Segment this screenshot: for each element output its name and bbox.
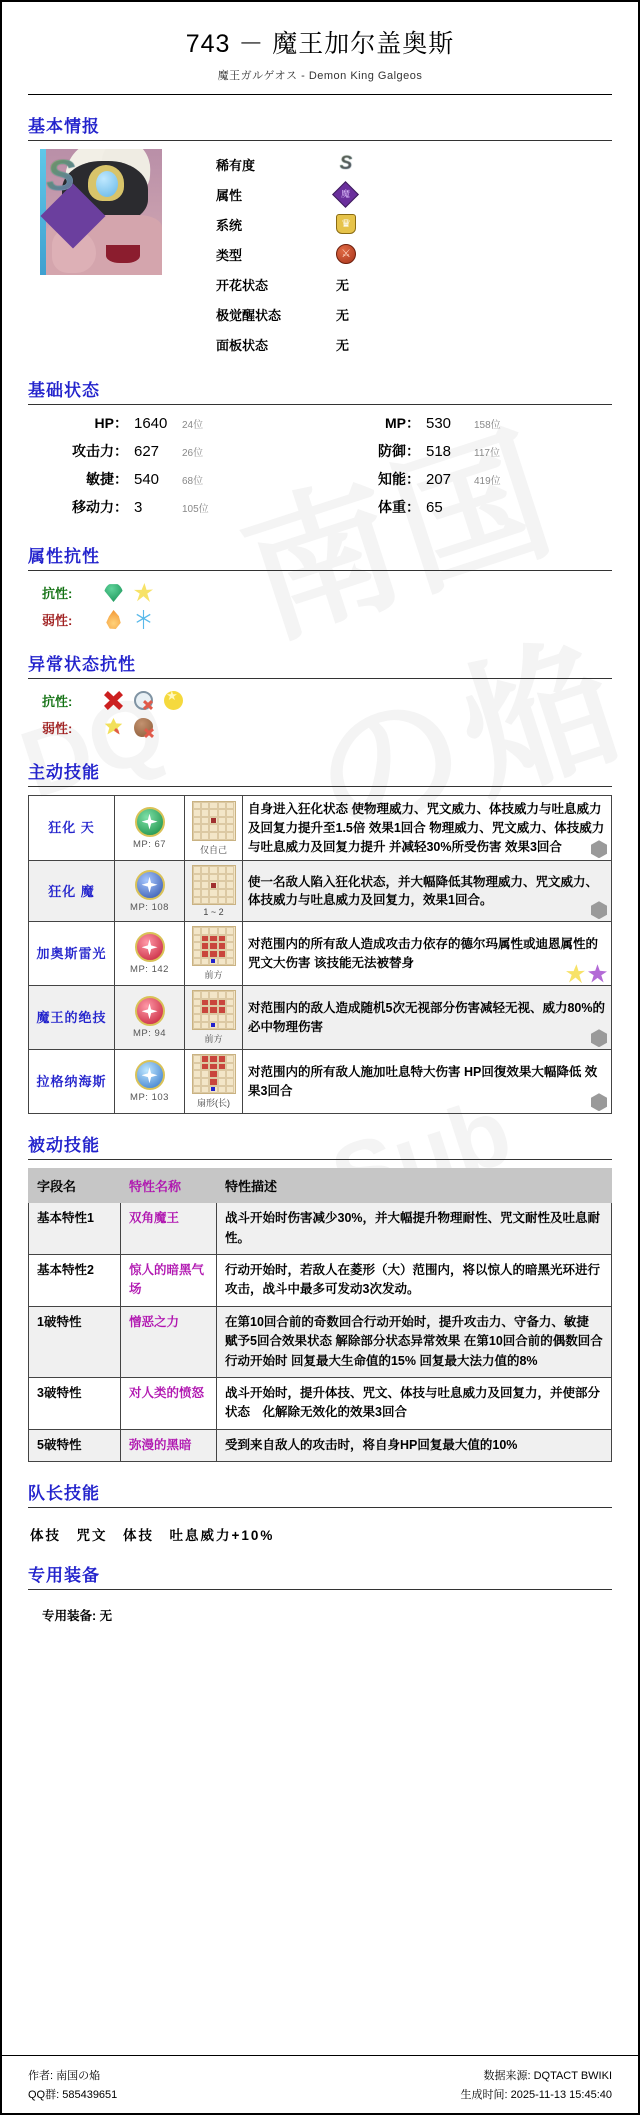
skill-desc-cell-3 xyxy=(243,922,612,986)
stat-name-intelligence: 知能 xyxy=(378,471,406,487)
passive-desc-1: 战斗开始时伤害减少30%，并大幅提升物理耐性、咒文耐性及吐息耐性。 xyxy=(217,1203,612,1255)
section-heading-leader-skill: 队长技能 xyxy=(28,1484,100,1503)
stat-rank-movement: 105位 xyxy=(182,504,209,515)
skill-icon-cell-4 xyxy=(115,986,185,1050)
table-row[interactable] xyxy=(29,986,612,1050)
status-weak-icons xyxy=(104,718,153,737)
info-item-rarity xyxy=(216,149,612,179)
passive-desc-4: 战斗开始时，提升体技、咒文、体技与吐息威力及回复力，并使部分状态 化解除无效化的效果3回合 xyxy=(217,1377,612,1429)
light-icon xyxy=(566,964,585,983)
passive-header-row xyxy=(29,1169,612,1203)
range-grid-icon-5 xyxy=(192,1054,236,1094)
skill-range-cell-1 xyxy=(185,796,243,861)
dark-icon xyxy=(588,964,607,983)
skill-range-cell-2 xyxy=(185,861,243,922)
sleep-icon xyxy=(134,691,153,710)
system-crown-badge-icon: ♛ xyxy=(336,214,356,234)
status-resist-icons xyxy=(104,691,183,710)
skill-mp-5: MP: 103 xyxy=(130,1092,169,1104)
skill-range-label-1: 仅自己 xyxy=(199,844,227,855)
passive-desc-5: 受到来自敌人的攻击时，将自身HP回复最大值的10% xyxy=(217,1429,612,1461)
passive-name-2: 惊人的暗黑气场 xyxy=(121,1255,217,1307)
info-value-bloom: 无 xyxy=(336,277,350,293)
range-grid-icon-1 xyxy=(192,801,236,841)
range-grid-icon-4 xyxy=(192,990,236,1030)
passive-field-3: 1破特性 xyxy=(29,1306,121,1377)
info-label-element: 属性 xyxy=(216,187,243,203)
skill-mp-4: MP: 94 xyxy=(132,1028,167,1040)
skill-element-markers-3 xyxy=(566,964,607,983)
stat-row-mp: MP ： 530 158位 xyxy=(320,413,612,441)
section-heading-basic-info: 基本情报 xyxy=(28,117,100,136)
info-label-type: 类型 xyxy=(216,247,243,263)
stat-row-intelligence: 知能 ： 207 419位 xyxy=(320,469,612,497)
footer-left xyxy=(28,2064,117,2105)
info-label-awakening: 极觉醒状态 xyxy=(216,307,282,323)
stat-name-hp: HP xyxy=(94,415,114,431)
footer-data-source: 数据来源: DQTACT BWIKI xyxy=(483,2070,612,2082)
section-rule-status-res xyxy=(28,678,612,679)
section-rule-passive-skills xyxy=(28,1159,612,1160)
passive-field-2: 基本特性2 xyxy=(29,1255,121,1307)
status-resist-row xyxy=(28,687,612,714)
skill-name-2: 狂化 魔 xyxy=(29,861,115,922)
confuse-icon xyxy=(164,691,183,710)
section-rule-element-res xyxy=(28,570,612,571)
stat-name-agility: 敏捷 xyxy=(86,471,114,487)
stat-rank-agility: 68位 xyxy=(182,476,204,487)
footer-author: 作者: 南国の焔 xyxy=(28,2070,101,2082)
section-heading-passive-skills: 被动技能 xyxy=(28,1136,100,1156)
stat-name-attack: 攻击力 xyxy=(72,443,114,459)
passive-field-4: 3破特性 xyxy=(29,1377,121,1429)
table-row[interactable] xyxy=(29,1255,612,1307)
stat-value-agility: 540 xyxy=(134,471,160,488)
stat-row-attack: 攻击力 ： 627 26位 xyxy=(28,441,320,469)
skill-mp-2: MP: 108 xyxy=(130,901,169,913)
stat-row-hp: HP ： 1640 24位 xyxy=(28,413,320,441)
skill-desc-3: 对范围内的所有敌人造成攻击力依存的德尔玛属性或迪恩属性的咒文大伤害 该技能无法被替身 xyxy=(248,937,599,970)
skill-icon-cell-5 xyxy=(115,1050,185,1114)
hexagon-marker-icon-5 xyxy=(591,1093,607,1111)
stat-row-agility: 敏捷 ： 540 68位 xyxy=(28,469,320,497)
footer-right xyxy=(461,2064,612,2105)
passive-field-1: 基本特性1 xyxy=(29,1203,121,1255)
element-weak-icons xyxy=(104,610,153,629)
skill-orb-icon-2 xyxy=(135,870,165,900)
passive-name-3: 憎恶之力 xyxy=(121,1306,217,1377)
stat-name-mp: MP xyxy=(385,415,406,431)
passive-field-5: 5破特性 xyxy=(29,1429,121,1461)
range-grid-icon-2 xyxy=(192,865,236,905)
table-row[interactable] xyxy=(29,1050,612,1114)
header-divider xyxy=(28,94,612,95)
stat-rank-hp: 24位 xyxy=(182,420,204,431)
character-portrait: S xyxy=(40,149,162,275)
skill-range-cell-3 xyxy=(185,922,243,986)
leader-skill-text: 体技 咒文 体技 吐息威力+10% xyxy=(30,1528,275,1543)
element-weak-row xyxy=(28,606,612,633)
table-row[interactable] xyxy=(29,796,612,861)
info-label-panel: 面板状态 xyxy=(216,337,269,353)
skill-desc-cell-1 xyxy=(243,796,612,861)
skill-orb-icon-1 xyxy=(135,807,165,837)
stat-rank-mp: 158位 xyxy=(474,420,501,431)
info-item-element xyxy=(216,179,612,209)
info-value-awakening: 无 xyxy=(336,307,350,323)
skill-mp-3: MP: 142 xyxy=(130,964,169,976)
active-skills-table xyxy=(28,795,612,1114)
stat-row-weight: 体重 ： 65 xyxy=(320,497,612,525)
range-grid-icon-3 xyxy=(192,926,236,966)
page-footer xyxy=(2,2055,638,2113)
table-row[interactable] xyxy=(29,1306,612,1377)
skill-range-label-4: 前方 xyxy=(204,1034,223,1045)
stat-value-defense: 518 xyxy=(426,443,452,460)
stat-name-movement: 移动力 xyxy=(72,499,114,515)
passive-desc-3: 在第10回合前的奇数回合行动开始时，提升攻击力、守备力、敏捷 赋予5回合效果状态 解除部分状态异常效果 在第10回合前的偶数回合行动开始时 回复最大生命值的15% 回复最大法力值的8% xyxy=(217,1306,612,1377)
skill-icon-cell-1 xyxy=(115,796,185,861)
stat-row-movement: 移动力 ： 3 105位 xyxy=(28,497,320,525)
skill-name-5: 拉格纳海斯 xyxy=(29,1050,115,1114)
basic-info-list xyxy=(216,149,612,359)
footer-qq-group: QQ群: 585439651 xyxy=(28,2089,118,2101)
hexagon-marker-icon-1 xyxy=(591,840,607,858)
info-item-panel xyxy=(216,329,612,359)
page-title: 743 － 魔王加尔盖奥斯 xyxy=(185,30,455,58)
passive-name-5: 弥漫的黑暗 xyxy=(121,1429,217,1461)
stat-value-intelligence: 207 xyxy=(426,471,452,488)
skill-range-label-5: 扇形(长) xyxy=(197,1098,230,1109)
death-icon xyxy=(104,691,123,710)
info-label-bloom: 开花状态 xyxy=(216,277,269,293)
section-heading-status-res: 异常状态抗性 xyxy=(28,655,136,674)
section-heading-element-res: 属性抗性 xyxy=(28,547,100,566)
skill-icon-cell-3 xyxy=(115,922,185,986)
base-stats-grid xyxy=(28,413,612,525)
info-item-bloom xyxy=(216,269,612,299)
hexagon-marker-icon-4 xyxy=(591,1029,607,1047)
skill-desc-4: 对范围内的敌人造成随机5次无视部分伤害减轻无视、威力80%的必中物理伤害 xyxy=(248,1001,605,1034)
seal-icon xyxy=(104,718,123,737)
stat-value-weight: 65 xyxy=(426,499,443,516)
section-heading-exclusive-equipment: 专用装备 xyxy=(28,1566,100,1585)
stat-value-mp: 530 xyxy=(426,415,452,432)
section-rule-basic-info xyxy=(28,140,612,141)
type-red-badge-icon: ⚔ xyxy=(336,244,356,264)
skill-desc-5: 对范围内的所有敌人施加吐息特大伤害 HP回復效果大幅降低 效果3回合 xyxy=(248,1065,598,1098)
element-weak-label: 弱性: xyxy=(42,613,73,628)
ice-icon xyxy=(134,610,153,629)
passive-name-4: 对人类的愤怒 xyxy=(121,1377,217,1429)
footer-generated-time: 生成时间: 2025-11-13 15:45:40 xyxy=(460,2089,612,2101)
wind-icon xyxy=(104,583,123,602)
element-dark-badge-icon: 魔 xyxy=(332,181,359,208)
exclusive-equipment-text: 专用装备: 无 xyxy=(42,1609,113,1623)
element-resist-label: 抗性: xyxy=(42,586,73,601)
table-row[interactable] xyxy=(29,1429,612,1461)
status-weak-row xyxy=(28,714,612,741)
skill-orb-icon-5 xyxy=(135,1060,165,1090)
section-rule-exclusive-equipment xyxy=(28,1589,612,1590)
passive-header-field: 字段名 xyxy=(29,1169,121,1203)
section-rule-leader-skill xyxy=(28,1507,612,1508)
section-rule-active-skills xyxy=(28,786,612,787)
skill-name-3: 加奥斯雷光 xyxy=(29,922,115,986)
element-resist-icons xyxy=(104,583,153,602)
stat-name-defense: 防御 xyxy=(378,443,406,459)
table-row[interactable] xyxy=(29,1203,612,1255)
info-label-rarity: 稀有度 xyxy=(216,157,256,173)
status-weak-label: 弱性: xyxy=(42,721,73,736)
fire-icon xyxy=(104,610,123,629)
passive-header-name: 特性名称 xyxy=(121,1169,217,1203)
skill-desc-cell-4 xyxy=(243,986,612,1050)
skill-icon-cell-2 xyxy=(115,861,185,922)
skill-range-label-2: 1 ~ 2 xyxy=(203,907,224,918)
skill-desc-cell-5 xyxy=(243,1050,612,1114)
hexagon-marker-icon-2 xyxy=(591,901,607,919)
table-row[interactable] xyxy=(29,1377,612,1429)
stat-row-defense: 防御 ： 518 117位 xyxy=(320,441,612,469)
stat-rank-defense: 117位 xyxy=(474,448,500,459)
skill-orb-icon-3 xyxy=(135,932,165,962)
stat-rank-intelligence: 419位 xyxy=(474,476,501,487)
stat-rank-attack: 26位 xyxy=(182,448,204,459)
table-row[interactable] xyxy=(29,922,612,986)
table-row[interactable] xyxy=(29,861,612,922)
info-item-type xyxy=(216,239,612,269)
passive-header-desc: 特性描述 xyxy=(217,1169,612,1203)
info-label-system: 系统 xyxy=(216,217,243,233)
rarity-s-badge-icon: S xyxy=(336,154,356,174)
passive-skills-table xyxy=(28,1168,612,1462)
basic-info-row xyxy=(28,149,612,359)
poison-icon xyxy=(134,718,153,737)
stat-value-attack: 627 xyxy=(134,443,160,460)
section-rule-base-stats xyxy=(28,404,612,405)
info-item-system xyxy=(216,209,612,239)
skill-desc-1: 自身进入狂化状态 使物理威力、咒文威力、体技威力与吐息威力及回复力提升至1.5倍 效果1回合 物理威力、咒文威力、体技威力与吐息威力及回复力提升 并减轻30%所受伤害 效果3回合 xyxy=(248,802,605,854)
skill-range-label-3: 前方 xyxy=(204,970,223,981)
base-stats-left-column xyxy=(28,413,320,525)
stat-value-movement: 3 xyxy=(134,499,143,516)
light-icon xyxy=(134,583,153,602)
section-heading-active-skills: 主动技能 xyxy=(28,763,100,782)
passive-desc-2: 行动开始时，若敌人在菱形（大）范围内，将以惊人的暗黑光环进行攻击，战斗中最多可发动3次发动。 xyxy=(217,1255,612,1307)
skill-name-1: 狂化 天 xyxy=(29,796,115,861)
base-stats-right-column xyxy=(320,413,612,525)
skill-desc-2: 使一名敌人陷入狂化状态，并大幅降低其物理威力、咒文威力、体技威力与吐息威力及回复力，效果1回合。 xyxy=(248,874,599,908)
info-item-awakening xyxy=(216,299,612,329)
skill-name-4: 魔王的绝技 xyxy=(29,986,115,1050)
status-resist-label: 抗性: xyxy=(42,694,73,709)
skill-orb-icon-4 xyxy=(135,996,165,1026)
skill-range-cell-4 xyxy=(185,986,243,1050)
element-resist-row xyxy=(28,579,612,606)
page-subtitle: 魔王ガルゲオス - Demon King Galgeos xyxy=(217,70,423,82)
skill-range-cell-5 xyxy=(185,1050,243,1114)
stat-name-weight: 体重 xyxy=(378,499,406,515)
stat-value-hp: 1640 xyxy=(134,415,168,432)
info-value-panel: 无 xyxy=(336,337,350,353)
skill-mp-1: MP: 67 xyxy=(132,838,167,850)
passive-name-1: 双角魔王 xyxy=(121,1203,217,1255)
section-heading-base-stats: 基础状态 xyxy=(28,381,100,400)
skill-desc-cell-2 xyxy=(243,861,612,922)
